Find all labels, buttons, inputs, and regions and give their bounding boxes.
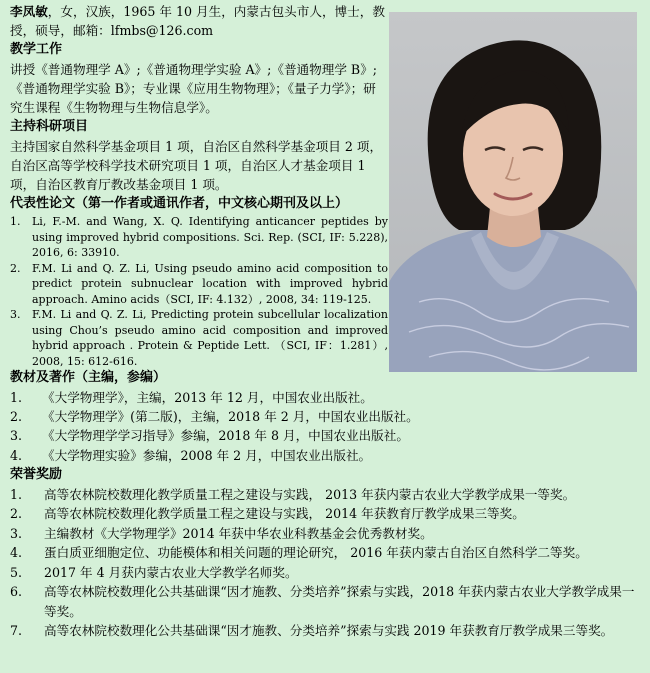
list-item	[10, 582, 642, 621]
honor-text: 蛋白质亚细胞定位、功能模体和相关问题的理论研究， 2016 年获内蒙古自治区自然科学二等奖。	[44, 545, 588, 561]
honor-text: 2017 年 4 月获内蒙古农业大学教学名师奖。	[44, 564, 298, 580]
teaching-heading: 教学工作	[10, 42, 63, 57]
list-item	[10, 504, 642, 524]
book-text: 《大学物理学》，主编，2013 年 12 月，中国农业出版社。	[42, 390, 373, 405]
list-item	[10, 524, 642, 544]
paper-text: Li, F.-M. and Wang, X. Q. Identifying anticancer peptides by using improved hybrid compositions. Sci. Rep. (SCI, IF: 5.228), 2016, 6: 33910.	[32, 215, 388, 259]
intro-text: ，女，汉族，1965 年 10 月生，内蒙古包头市人，博士，教授，硕导，邮箱：lfmbs@126.com	[10, 4, 385, 38]
list-item	[10, 563, 642, 583]
honor-text: 主编教材《大学物理学》2014 年获中华农业科教基金会优秀教材奖。	[44, 525, 433, 541]
item-number: 1.	[10, 486, 23, 502]
papers-list	[10, 214, 388, 369]
paper-text: F.M. Li and Q. Z. Li, Predicting protein subcellular localization using Chou’s pseudo amino acid composition and improved hybrid approach . Protein & Peptide Lett. （SCI, IF：1.281）, 2008, 15: 612-616.	[32, 308, 388, 368]
books-heading: 教材及著作（主编，参编）	[10, 370, 167, 385]
intro-paragraph	[10, 2, 388, 40]
item-number: 6.	[10, 584, 23, 600]
item-number: 3.	[10, 428, 23, 444]
list-item	[10, 621, 642, 641]
research-heading: 主持科研项目	[10, 119, 89, 134]
papers-heading: 代表性论文（第一作者或通讯作者，中文核心期刊及以上）	[10, 196, 349, 211]
teaching-text: 讲授《普通物理学 A》;《普通物理学实验 A》;《普通物理学 B》;《普通物理学实验 B》；专业课《应用生物物理》；《量子力学》；研究生课程《生物物理与生物信息学》。	[10, 62, 378, 115]
honors-list	[10, 485, 642, 641]
portrait-illustration	[389, 12, 637, 372]
item-number: 4.	[10, 447, 23, 463]
item-number: 3.	[10, 525, 23, 541]
book-text: 《大学物理学学习指导》参编，2018 年 8 月，中国农业出版社。	[42, 428, 409, 444]
honor-text: 高等农林院校数理化公共基础课“因才施教、分类培养”探索与实践，2018 年获内蒙古农业大学教学成果一等奖。	[44, 584, 635, 619]
paper-text: F.M. Li and Q. Z. Li, Using pseudo amino acid composition to predict protein subnuclear location with improved hybrid approach. Amino acids（SCI, IF: 4.132）, 2008, 34: 119-125.	[32, 261, 388, 306]
bottom-section	[10, 368, 642, 641]
item-number: 1.	[10, 390, 23, 405]
list-item	[10, 426, 642, 445]
list-item	[10, 446, 642, 465]
honors-heading: 荣誉奖励	[10, 466, 63, 482]
item-number: 5.	[10, 564, 23, 580]
books-list	[10, 388, 642, 465]
list-item	[10, 307, 388, 369]
item-number: 1.	[10, 215, 21, 228]
book-text: 《大学物理学》(第二版)，主编，2018 年 2 月，中国农业出版社。	[42, 409, 419, 425]
list-item	[10, 214, 388, 261]
top-section	[10, 2, 388, 369]
list-item	[10, 388, 642, 407]
item-number: 2.	[10, 261, 21, 275]
portrait-photo	[389, 12, 637, 372]
list-item	[10, 407, 642, 426]
item-number: 3.	[10, 308, 21, 321]
item-number: 2.	[10, 409, 23, 425]
honor-text: 高等农林院校数理化教学质量工程之建设与实践， 2013 年获内蒙古农业大学教学成果一等奖。	[44, 486, 576, 502]
list-item	[10, 261, 388, 308]
book-text: 《大学物理实验》参编，2008 年 2 月，中国农业出版社。	[42, 447, 372, 463]
item-number: 4.	[10, 545, 23, 561]
honor-text: 高等农林院校数理化公共基础课“因才施教、分类培养”探索与实践 2019 年获教育厅教学成果三等奖。	[44, 623, 614, 639]
list-item	[10, 485, 642, 505]
list-item	[10, 543, 642, 563]
item-number: 7.	[10, 623, 23, 639]
item-number: 2.	[10, 506, 23, 522]
person-name: 李凤敏	[10, 4, 48, 19]
honor-text: 高等农林院校数理化教学质量工程之建设与实践， 2014 年获教育厅教学成果三等奖。	[44, 506, 525, 522]
research-text: 主持国家自然科学基金项目 1 项，自治区自然科学基金项目 2 项，自治区高等学校科学技术研究项目 1 项，自治区人才基金项目 1 项，自治区教育厅教改基金项目 1 项。	[10, 139, 383, 192]
